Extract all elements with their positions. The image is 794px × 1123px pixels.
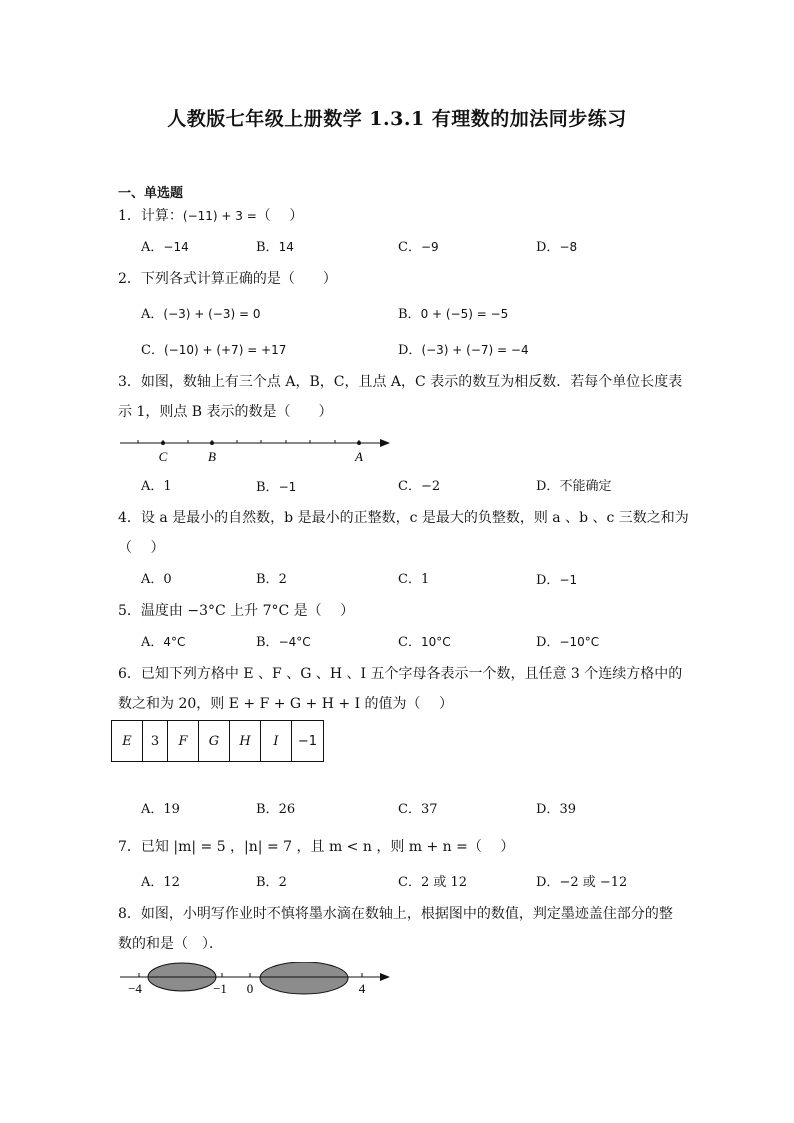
- q5-option-d[interactable]: D．−10°C: [536, 635, 600, 650]
- grid-cell: F: [168, 721, 199, 762]
- q1-option-b[interactable]: B．14: [256, 240, 294, 255]
- q8-number-line: [118, 962, 398, 1002]
- grid-cell: I: [261, 721, 292, 762]
- q5-option-c[interactable]: C．10°C: [398, 635, 451, 650]
- q7-line-1: 7．已知 |m| = 5 ，|n| = 7 ，且 m < n ，则 m + n =（ ）: [118, 839, 515, 855]
- q1-paren: （ ）: [256, 208, 304, 224]
- q3-number-line: [118, 432, 398, 466]
- q2-option-b[interactable]: B．0 + (−5) = −5: [398, 307, 509, 322]
- q6-line-1: 6．已知下列方格中 E 、F 、G 、H 、I 五个字母各表示一个数，且任意 3 个连续方格中的: [118, 666, 683, 682]
- section-heading: 一、单选题: [118, 186, 184, 201]
- q7-option-c[interactable]: C．2 或 12: [398, 875, 468, 890]
- tick-label: 0: [246, 981, 254, 996]
- q6-option-c[interactable]: C．37: [398, 802, 438, 817]
- q3-option-c[interactable]: C．−2: [398, 479, 441, 494]
- grid-cell: −1: [292, 721, 324, 762]
- q2-option-d[interactable]: D．(−3) + (−7) = −4: [398, 343, 529, 358]
- q2-option-a[interactable]: A．(−3) + (−3) = 0: [141, 307, 261, 322]
- q6-option-d[interactable]: D．39: [536, 802, 576, 817]
- grid-cell: E: [112, 721, 143, 762]
- q4-option-d[interactable]: D．−1: [536, 573, 578, 588]
- q6-line-2: 数之和为 20，则 E + F + G + H + I 的值为（ ）: [118, 696, 453, 712]
- q8-line-2: 数的和是（ ）．: [118, 936, 223, 952]
- page-title: 人教版七年级上册数学 1.3.1 有理数的加法同步练习: [167, 108, 627, 130]
- q7-option-a[interactable]: A．12: [141, 875, 180, 890]
- point-b-marker: [210, 441, 214, 445]
- q5-line-1: 5．温度由 −3°C 上升 7°C 是（ ）: [118, 603, 355, 619]
- q8-line-1: 8．如图，小明写作业时不慎将墨水滴在数轴上，根据图中的数值，判定墨迹盖住部分的整: [118, 906, 673, 922]
- q4-option-a[interactable]: A．0: [141, 572, 172, 587]
- label-a: A: [355, 449, 363, 464]
- q6-grid: [111, 720, 324, 762]
- q3-option-b[interactable]: B．−1: [256, 480, 297, 495]
- tick-label: −4: [128, 981, 142, 996]
- grid-cell: H: [230, 721, 261, 762]
- q1-number: 1．: [118, 208, 141, 224]
- q4-option-b[interactable]: B．2: [256, 572, 287, 587]
- q6-option-a[interactable]: A．19: [141, 802, 180, 817]
- q1-option-c[interactable]: C．−9: [398, 240, 439, 255]
- q3-line-1: 3．如图，数轴上有三个点 A，B，C，且点 A，C 表示的数互为相反数．若每个单位长度表: [118, 374, 683, 390]
- q3-line-2: 示 1，则点 B 表示的数是（ ）: [118, 404, 333, 420]
- point-c-marker: [161, 441, 165, 445]
- question-2: 2．下列各式计算正确的是（ ）: [118, 271, 337, 287]
- grid-cell: G: [199, 721, 230, 762]
- q1-option-a[interactable]: A．−14: [141, 240, 189, 255]
- q4-line-1: 4．设 a 是最小的自然数，b 是最小的正整数，c 是最大的负整数，则 a 、b 、c 三数之和为: [118, 510, 689, 526]
- q5-option-b[interactable]: B．−4°C: [256, 635, 311, 650]
- q1-text: 计算：: [140, 208, 183, 224]
- q6-option-b[interactable]: B．26: [256, 802, 296, 817]
- question-1: [118, 206, 303, 226]
- q7-option-b[interactable]: B．2: [256, 875, 287, 890]
- tick-label: 4: [358, 981, 366, 996]
- label-b: B: [208, 449, 216, 464]
- q1-expression: (−11) + 3 =: [182, 209, 257, 223]
- q4-line-2: （ ）: [118, 540, 165, 556]
- grid-cell: 3: [143, 721, 168, 762]
- q4-option-c[interactable]: C．1: [398, 572, 430, 587]
- q5-option-a[interactable]: A．4°C: [141, 635, 186, 650]
- q3-option-a[interactable]: A．1: [141, 479, 172, 494]
- label-c: C: [158, 449, 168, 464]
- ink-blot-right: [260, 962, 348, 994]
- q3-option-d[interactable]: D．不能确定: [536, 479, 612, 494]
- point-a-marker: [357, 441, 361, 445]
- q7-option-d[interactable]: D．−2 或 −12: [536, 875, 628, 890]
- q1-option-d[interactable]: D．−8: [536, 240, 578, 255]
- tick-label: −1: [213, 981, 227, 996]
- q2-option-c[interactable]: C．(−10) + (+7) = +17: [141, 343, 287, 358]
